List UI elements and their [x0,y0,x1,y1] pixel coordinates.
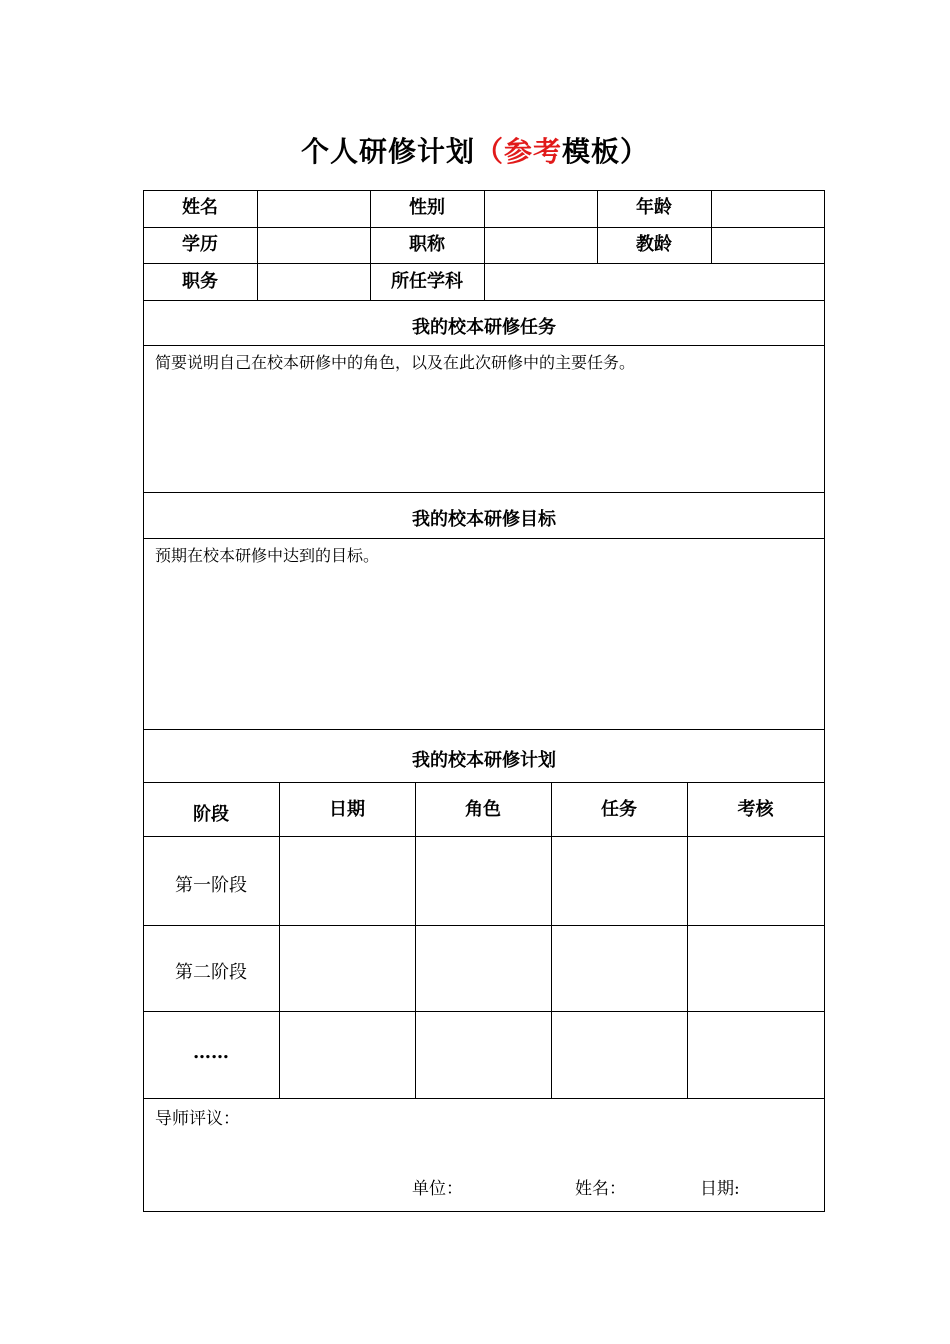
review-unit-label: 单位： [412,1179,463,1199]
stage-more-label: …… [193,1042,229,1063]
review-name-label: 姓名： [575,1179,626,1199]
title-template: 模板 [562,135,621,168]
column-header-task: 任务 [601,799,637,820]
column-header-role: 角色 [465,799,501,820]
row-divider [143,1098,825,1099]
title-paren-close: ） [620,135,650,168]
page-title [0,131,950,173]
title-main: 个人研修计划 [300,135,475,168]
subject-label: 所任学科 [391,271,463,292]
stage-more-cells[interactable] [280,1012,824,1098]
education-label: 学历 [182,234,218,255]
row-divider [143,729,825,730]
stage-two-label: 第二阶段 [175,962,247,983]
teaching-age-field[interactable] [712,228,824,263]
row-divider [143,782,825,783]
professional-title-label: 职称 [409,234,445,255]
mentor-review-field[interactable] [144,1128,824,1168]
name-label: 姓名 [182,197,218,218]
age-label: 年龄 [636,197,672,218]
task-section-heading: 我的校本研修任务 [412,317,556,338]
professional-title-field[interactable] [485,228,597,263]
goal-section-field[interactable] [144,565,824,729]
title-reference: 参考 [503,135,562,168]
teaching-age-label: 教龄 [636,234,672,255]
stage-one-cells[interactable] [280,837,824,925]
column-header-stage: 阶段 [193,804,229,825]
goal-section-hint: 预期在校本研修中达到的目标。 [155,546,380,565]
stage-one-label: 第一阶段 [175,875,247,896]
education-field[interactable] [258,228,370,263]
goal-section-heading: 我的校本研修目标 [412,509,556,530]
stage-two-cells[interactable] [280,926,824,1011]
gender-label: 性别 [409,197,445,218]
column-header-assessment: 考核 [737,799,774,820]
title-paren-open: （ [474,135,504,168]
row-divider [143,300,825,301]
row-divider [143,345,825,346]
column-header-date: 日期 [329,799,365,820]
mentor-review-label: 导师评议： [155,1109,240,1129]
review-date-label: 日期: [700,1179,740,1199]
name-field[interactable] [258,191,370,227]
position-field[interactable] [258,264,370,300]
subject-field[interactable] [485,264,824,300]
task-section-hint: 简要说明自己在校本研修中的角色，以及在此次研修中的主要任务。 [155,353,636,372]
task-section-field[interactable] [144,372,824,492]
row-divider [143,492,825,493]
position-label: 职务 [182,271,218,292]
age-field[interactable] [712,191,824,227]
row-divider [143,538,825,539]
plan-section-heading: 我的校本研修计划 [412,750,556,771]
gender-field[interactable] [485,191,597,227]
